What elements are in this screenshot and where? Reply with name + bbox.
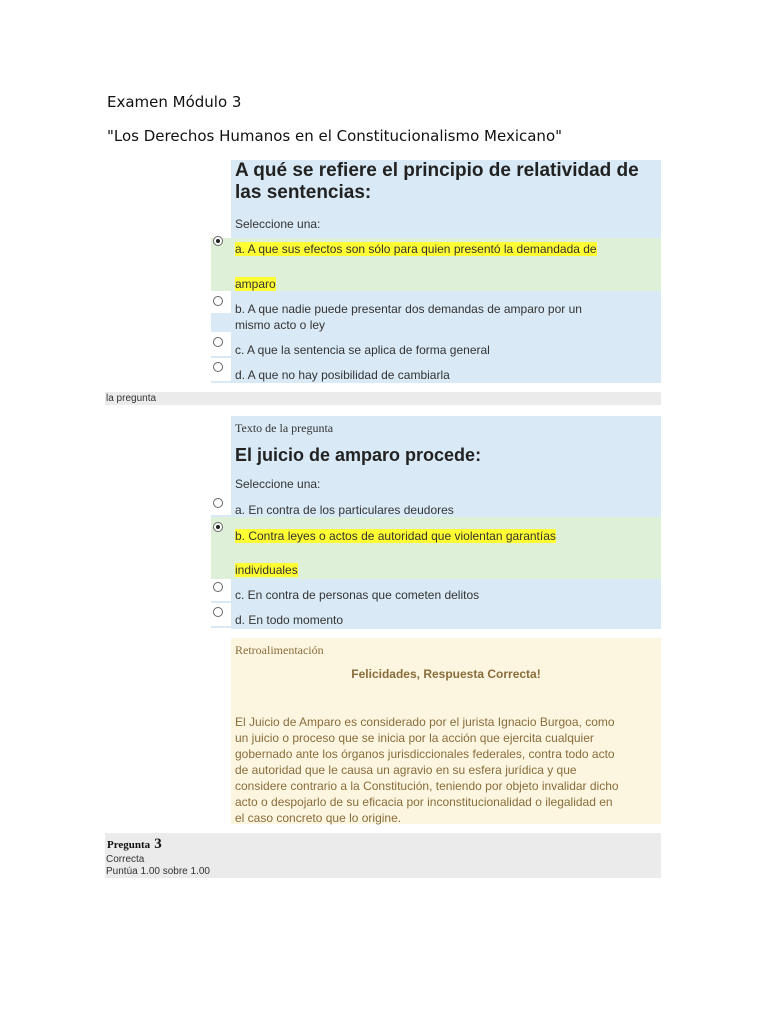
question3-number: 3 xyxy=(154,836,162,852)
question1-option-a-line2: amparo xyxy=(235,277,276,291)
question2-option-c-label[interactable]: c. En contra de personas que cometen delitos xyxy=(235,588,480,602)
feedback-label: Retroalimentación xyxy=(235,643,324,657)
feedback-body xyxy=(235,714,659,826)
question2-option-a-label[interactable]: a. En contra de los particulares deudores xyxy=(235,503,454,517)
question2-option-d-label[interactable]: d. En todo momento xyxy=(235,613,344,627)
question1-option-a-radio[interactable] xyxy=(213,236,223,246)
question2-option-d-radio[interactable] xyxy=(213,607,223,617)
question3-score: Puntúa 1.00 sobre 1.00 xyxy=(106,866,210,877)
question1-text: A qué se refiere el principio de relatividad de las sentencias: xyxy=(235,160,639,203)
question1-option-c-radio[interactable] xyxy=(213,337,223,347)
question1-prompt: Seleccione una: xyxy=(235,217,321,231)
question1-option-b-radio[interactable] xyxy=(213,296,223,306)
question-separator-bar xyxy=(105,392,661,405)
question1-option-d-label[interactable]: d. A que no hay posibilidad de cambiarla xyxy=(235,368,450,382)
question1-option-a-label[interactable] xyxy=(235,241,597,257)
exam-subtitle: "Los Derechos Humanos en el Constitucionalismo Mexicano" xyxy=(107,127,563,145)
question-separator-label: la pregunta xyxy=(106,393,157,404)
feedback-line: un juicio o proceso que se inicia por la acción que ejercita cualquier xyxy=(235,731,594,745)
feedback-line: considere contrario a la Constitución, teniendo por objeto invalidar dicho xyxy=(235,779,619,793)
feedback-line: de autoridad que le causa un agravio en su esfera jurídica y que xyxy=(235,763,577,777)
question2-option-a-radio[interactable] xyxy=(213,498,223,508)
question2-option-c-radio[interactable] xyxy=(213,582,223,592)
question2-option-b-line2: individuales xyxy=(235,563,298,577)
question1-option-c-label[interactable]: c. A que la sentencia se aplica de forma general xyxy=(235,343,490,357)
question2-prompt: Seleccione una: xyxy=(235,477,321,491)
question1-option-b-line1[interactable]: b. A que nadie puede presentar dos demandas de amparo por un xyxy=(235,302,582,316)
feedback-line: acto o despojarlo de su eficacia por inconstitucionalidad o ilegalidad en xyxy=(235,795,613,809)
question3-label: Pregunta xyxy=(107,839,151,851)
question2-label: Texto de la pregunta xyxy=(235,421,334,435)
question2-option-b-line1: b. Contra leyes o actos de autoridad que violentan garantías xyxy=(235,529,556,543)
feedback-line: el caso concreto que lo origine. xyxy=(235,811,402,825)
question1-option-b-line2[interactable]: mismo acto o ley xyxy=(235,318,326,332)
question2-text: El juicio de amparo procede: xyxy=(235,445,482,465)
exam-title: Examen Módulo 3 xyxy=(107,93,242,111)
question2-option-b-label[interactable] xyxy=(235,528,556,544)
feedback-line: gobernado ante los órganos jurisdiccionales federales, contra todo acto xyxy=(235,747,615,761)
question1-option-a-line1: a. A que sus efectos son sólo para quien presentó la demandada de xyxy=(235,242,597,256)
question1-option-d-radio[interactable] xyxy=(213,362,223,372)
question3-heading xyxy=(107,835,162,853)
question3-status: Correcta xyxy=(106,854,145,865)
feedback-headline: Felicidades, Respuesta Correcta! xyxy=(351,667,541,681)
question2-option-b-radio[interactable] xyxy=(213,522,223,532)
feedback-line: El Juicio de Amparo es considerado por el jurista Ignacio Burgoa, como xyxy=(235,715,615,729)
